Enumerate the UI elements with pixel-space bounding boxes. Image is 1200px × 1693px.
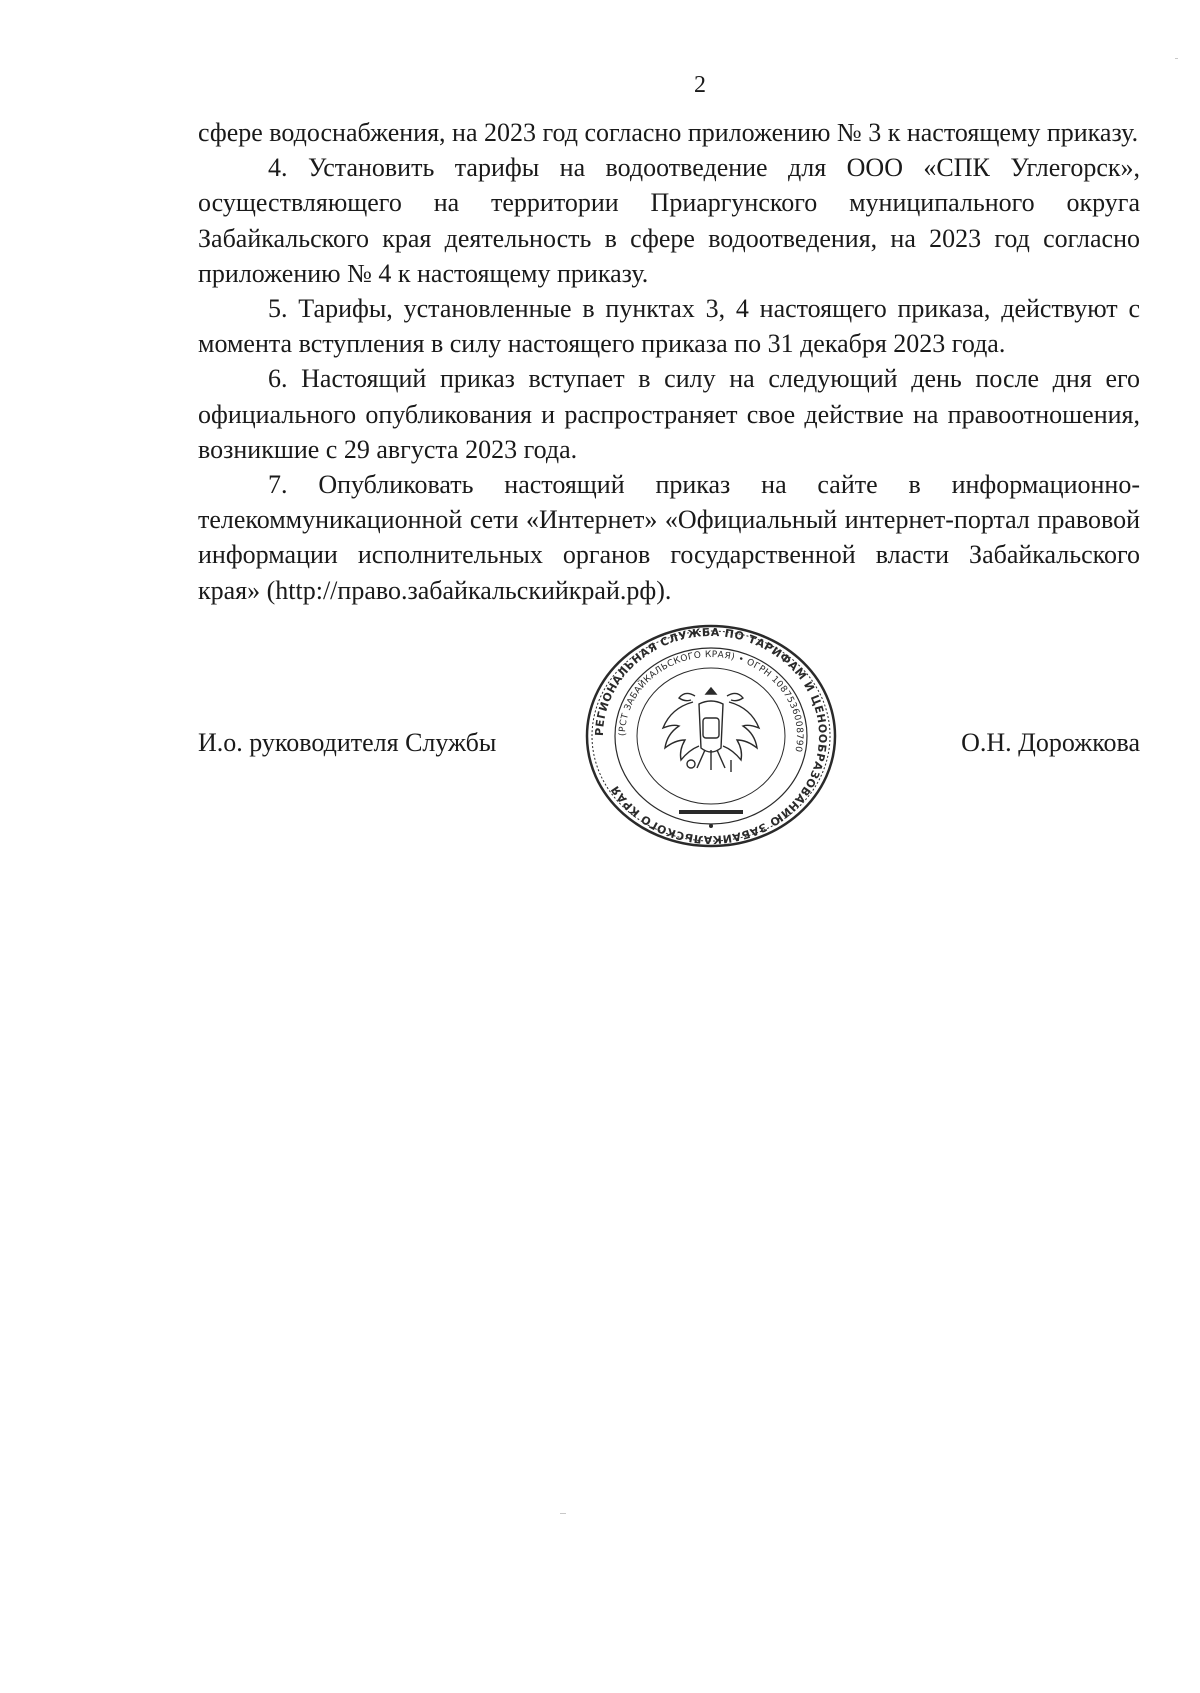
paragraph-continuation: сфере водоснабжения, на 2023 год согласно приложению № 3 к настоящему приказу. xyxy=(198,118,1139,147)
paragraph-item-7: 7. Опубликовать настоящий приказ на сайте в информационно-телекоммуникационной сети «Интернет» «Официальный интернет-портал правовой информации исполнительных органов государственной власти Забайкальского края» (http://право.забайкальскийкрай.рф). xyxy=(198,470,1140,605)
paragraph-item-6: 6. Настоящий приказ вступает в силу на следующий день после дня его официального опубликования и распространяет свое действие на правоотношения, возникшие с 29 августа 2023 года. xyxy=(198,364,1140,464)
stamp-outer-text: РЕГИОНАЛЬНАЯ СЛУЖБА ПО ТАРИФАМ И ЦЕНООБРАЗОВАНИЮ ЗАБАЙКАЛЬСКОГО КРАЯ xyxy=(592,625,830,847)
paragraph-item-4: 4. Установить тарифы на водоотведение для ООО «СПК Углегорск», осуществляющего на территории Приаргунского муниципального округа Забайкальского края деятельность в сфере водоотведения, на 2023 год согласно приложению № 4 к настоящему приказу. xyxy=(198,153,1140,288)
scan-speck xyxy=(1175,58,1178,59)
signature-block xyxy=(198,728,1140,768)
signatory-name: О.Н. Дорожкова xyxy=(961,728,1140,757)
page-number: 2 xyxy=(694,72,706,98)
stamp-inner-text: (РСТ ЗАБАЙКАЛЬСКОГО КРАЯ) • ОГРН 1087536008790 xyxy=(617,649,805,754)
signatory-position: И.о. руководителя Службы xyxy=(198,728,497,757)
paragraph-item-5: 5. Тарифы, установленные в пунктах 3, 4 настоящего приказа, действуют с момента вступления в силу настоящего приказа по 31 декабря 2023 года. xyxy=(198,294,1140,359)
scan-speck xyxy=(560,1513,566,1514)
document-body xyxy=(198,115,1140,608)
